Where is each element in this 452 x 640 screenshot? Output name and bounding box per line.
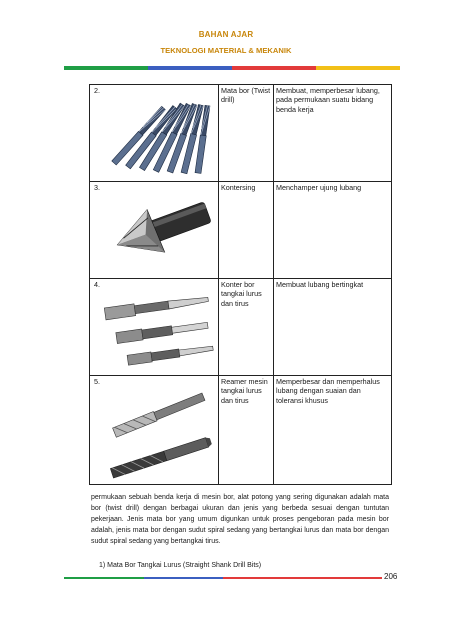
twist-drill-set-image [94,97,216,175]
page-header [0,30,452,55]
table-row [90,85,392,182]
row-cell-number [90,279,219,376]
machine-reamer-image [94,388,216,480]
row-cell-number [90,182,219,279]
body-paragraph: permukaan sebuah benda kerja di mesin bor, alat potong yang sering digunakan adalah mata bor (twist drill) dengan berbagai ukuran dan jenis yang berbeda sesuai dengan tuntutan pekerjaan. Jenis mata bor yang umum digunkan untuk proses pengeboran pada mesin bor adalah, jenis mata bor dengan sudut spiral sedang yang bertangkai lurus dan mata bor dengan sudut spiral sedang yang bertangkai tirus. [91,494,389,545]
row-tool-function: Memperbesar dan memperhalus lubang dengan suaian dan toleransi khusus [274,376,392,485]
counterbore-image [94,291,216,369]
page-number: 206 [384,572,398,581]
tools-table [89,84,392,485]
row-tool-name: Reamer mesin tangkai lurus dan tirus [219,376,274,485]
table-row [90,279,392,376]
list-item: 1) Mata Bor Tangkai Lurus (Straight Shank Drill Bits) [99,562,262,569]
footer-color-line [64,577,382,579]
row-tool-function: Membuat lubang bertingkat [274,279,392,376]
row-cell-number [90,85,219,182]
table-row [90,182,392,279]
row-tool-name: Mata bor (Twist drill) [219,85,274,182]
row-number: 4. [94,280,100,289]
row-number: 3. [94,183,100,192]
countersink-image [94,194,216,272]
row-number: 2. [94,86,100,95]
row-tool-function: Menchamper ujung lubang [274,182,392,279]
table-row [90,376,392,485]
row-tool-function: Membuat, memperbesar lubang, pada permukaan suatu bidang benda kerja [274,85,392,182]
header-subtitle: TEKNOLOGI MATERIAL & MEKANIK [160,46,292,55]
row-tool-name: Konter bor tangkai lurus dan tirus [219,279,274,376]
row-tool-name: Kontersing [219,182,274,279]
row-number: 5. [94,377,100,386]
header-title: BAHAN AJAR [198,30,254,39]
header-color-stripe [64,66,400,70]
row-cell-number [90,376,219,485]
